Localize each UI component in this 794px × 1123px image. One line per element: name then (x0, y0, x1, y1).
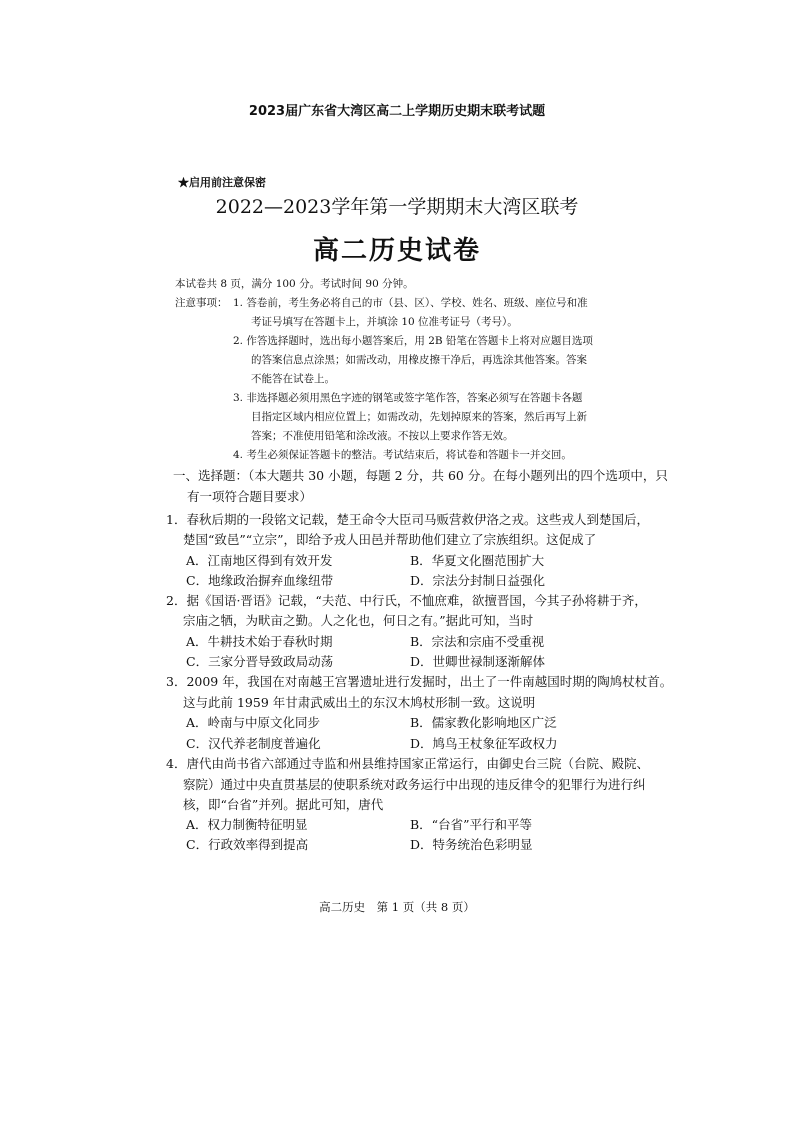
option-a: A．江南地区得到有效开发 (186, 553, 333, 568)
option-b: B．宗法和宗庙不受重视 (410, 634, 545, 649)
option-b: B．华夏文化圈范围扩大 (410, 553, 545, 568)
question-stem: 核，即“台省”并列。据此可知，唐代 (183, 797, 384, 812)
option-a: A．权力制衡特征明显 (186, 817, 308, 832)
notice-line: 4. 考生必须保证答题卡的整洁。考试结束后，将试卷和答题卡一并交回。 (233, 449, 572, 461)
notice-label: 注意事项： (175, 297, 228, 309)
page-number: 高二历史 第 1 页（共 8 页） (319, 900, 475, 914)
notice-line: 2. 作答选择题时，选出每小题答案后，用 2B 铅笔在答题卡上将对应题目选项 (233, 335, 593, 347)
option-a: A．岭南与中原文化同步 (186, 715, 321, 730)
question-stem: 宗庙之牺，为畎亩之勤。人之化也，何日之有。”据此可知，当时 (183, 613, 534, 628)
section-header: 一、选择题：（本大题共 30 小题，每题 2 分，共 60 分。在每小题列出的四个选项中，只 (173, 468, 668, 483)
question-stem: 楚国“致邑”“立宗”，即给予戎人田邑并帮助他们建立了宗族组织。这促成了 (183, 532, 597, 547)
option-d: D．宗法分封制日益强化 (410, 573, 546, 588)
question-stem: 这与此前 1959 年甘肃武威出土的东汉木鸠杖形制一致。这说明 (183, 695, 536, 710)
notice-line: 答案；不准使用铅笔和涂改液。不按以上要求作答无效。 (251, 430, 514, 442)
option-a: A．牛耕技术始于春秋时期 (186, 634, 333, 649)
notice-line: 的答案信息点涂黑；如需改动，用橡皮擦干净后，再选涂其他答案。答案 (251, 354, 587, 366)
option-d: D．世卿世禄制逐渐解体 (410, 654, 546, 669)
confidential-mark: ★启用前注意保密 (178, 176, 266, 189)
paper-info: 本试卷共 8 页，满分 100 分。考试时间 90 分钟。 (175, 278, 414, 290)
option-c: C．汉代养老制度普遍化 (186, 736, 321, 751)
notice-line: 不能答在试卷上。 (251, 373, 335, 385)
subject-title: 高二历史试卷 (312, 236, 481, 266)
option-b: B．“台省”平行和平等 (410, 817, 532, 832)
option-b: B．儒家教化影响地区广泛 (410, 715, 557, 730)
question-stem: 3．2009 年，我国在对南越王宫署遗址进行发掘时，出土了一件南越国时期的陶鸠杖杖首。 (166, 674, 673, 689)
section-header-cont: 有一项符合题目要求） (187, 489, 313, 504)
option-c: C．行政效率得到提高 (186, 837, 309, 852)
notice-line: 3. 非选择题必须用黑色字迹的钢笔或签字笔作答，答案必须写在答题卡各题 (233, 392, 583, 404)
question-stem: 2．据《国语·晋语》记载，“夫范、中行氏，不恤庶难，欲擅晋国，今其子孙将耕于齐， (166, 593, 647, 608)
option-d: D．鸠鸟王杖象征军政权力 (410, 736, 558, 751)
question-stem: 1．春秋后期的一段铭文记载，楚王命令大臣司马贩营救伊洛之戎。这些戎人到楚国后， (166, 512, 649, 527)
notice-line: 1. 答卷前，考生务必将自己的市（县、区）、学校、姓名、班级、座位号和准 (233, 297, 588, 309)
notice-line: 目指定区域内相应位置上；如需改动，先划掉原来的答案，然后再写上新 (251, 411, 587, 423)
question-stem: 察院）通过中央直贯基层的使职系统对政务运行中出现的违反律令的犯罪行为进行纠 (183, 777, 646, 792)
question-stem: 4．唐代由尚书省六部通过寺监和州县维持国家正常运行，由御史台三院（台院、殿院、 (166, 756, 649, 771)
notice-line: 考证号填写在答题卡上，并填涂 10 位准考证号（考号）。 (251, 316, 518, 328)
exam-name: 2022—2023学年第一学期期末大湾区联考 (215, 196, 579, 218)
option-d: D．特务统治色彩明显 (410, 837, 533, 852)
option-c: C．三家分晋导致政局动荡 (186, 654, 334, 669)
option-c: C．地缘政治摒弃血缘纽带 (186, 573, 334, 588)
document-title: 2023届广东省大湾区高二上学期历史期末联考试题 (248, 104, 546, 119)
